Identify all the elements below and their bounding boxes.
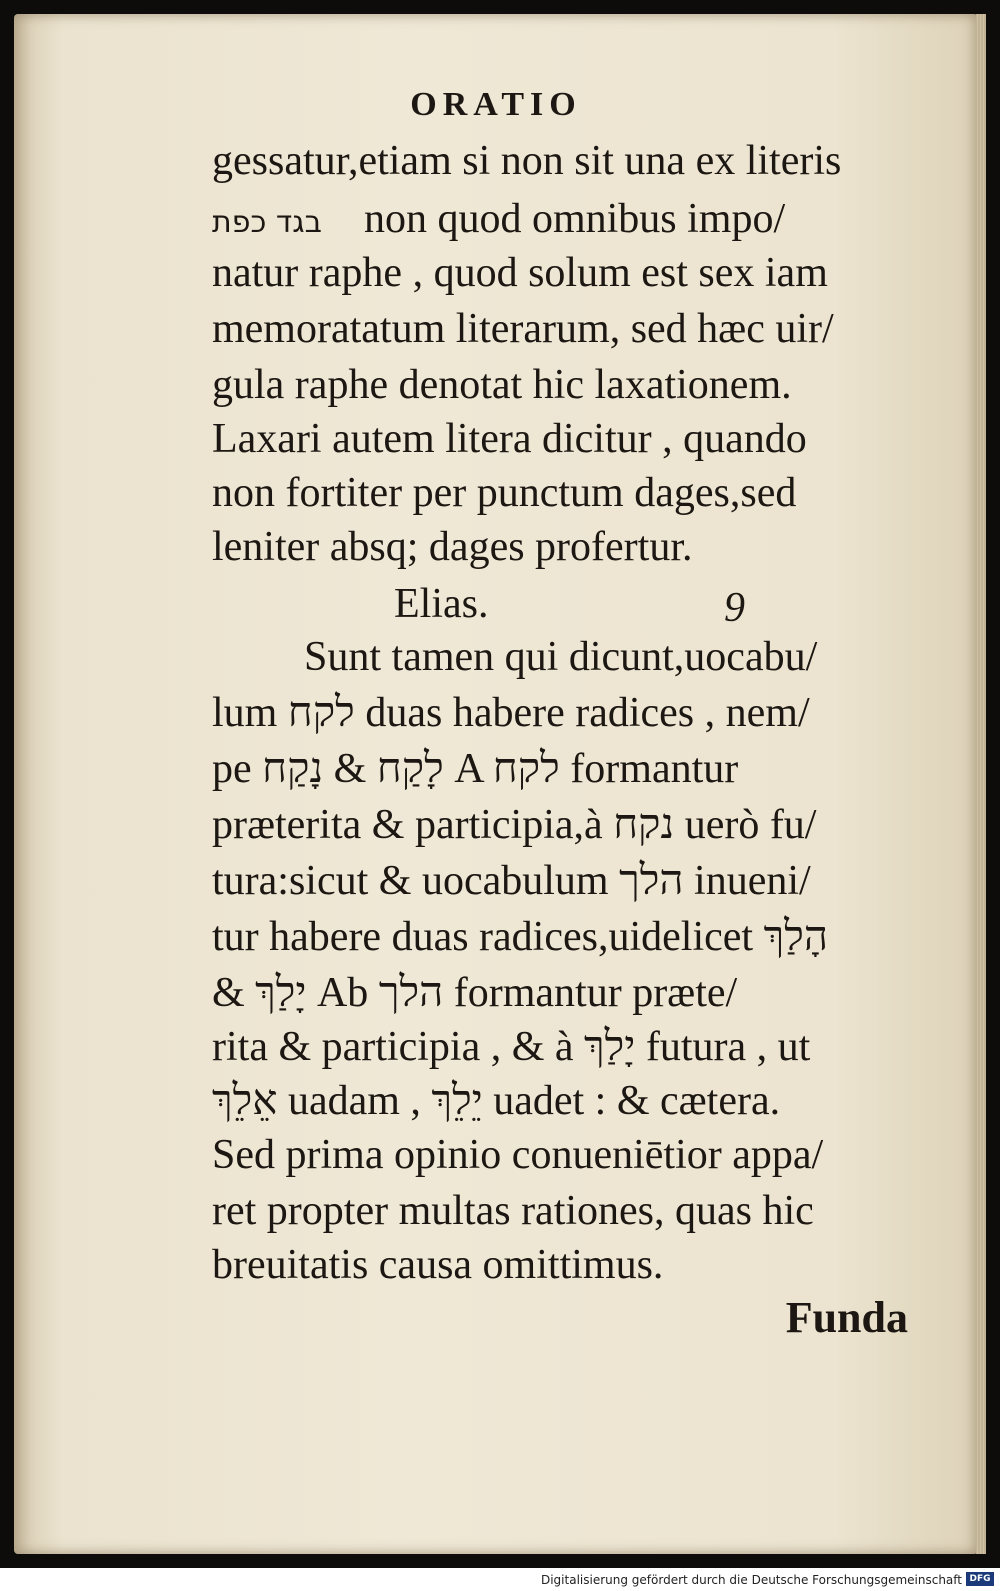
text-line: præterita & participia,à נקח uerò fu/ xyxy=(212,802,817,848)
text-line: non fortiter per punctum dages,sed xyxy=(212,470,797,516)
text-line: natur raphe , quod solum est sex iam xyxy=(212,250,828,296)
book-page xyxy=(14,14,978,1554)
speaker-name: Elias. xyxy=(394,581,489,627)
text-line: rita & participia , & à יָלַךְ futura , ut xyxy=(212,1024,811,1070)
text-line: אֵלֵךְ uadam , יֵלֵךְ uadet : & cætera. xyxy=(212,1078,781,1124)
page-edge xyxy=(976,14,986,1554)
text-line: leniter absq; dages profertur. xyxy=(212,524,693,570)
text-segment: non quod omnibus impo/ xyxy=(363,196,786,242)
text-line: & יָלַךְ Ab הלך formantur præte/ xyxy=(212,970,738,1016)
hebrew-word: בגד כפת xyxy=(212,205,322,240)
page-text xyxy=(14,14,978,1554)
section-number: 9 xyxy=(724,585,745,631)
text-line: Sunt tamen qui dicunt,uocabu/ xyxy=(304,634,818,680)
catchword: Funda xyxy=(785,1293,908,1342)
text-line: breuitatis causa omittimus. xyxy=(212,1242,664,1288)
text-line: tura:sicut & uocabulum הלך inueni/ xyxy=(212,858,811,904)
text-line: Sed prima opinio conueniētior appa/ xyxy=(212,1132,824,1178)
text-line: ret propter multas rationes, quas hic xyxy=(212,1188,814,1234)
footer-credit: Digitalisierung gefördert durch die Deutsche Forschungsgemeinschaft xyxy=(540,1573,962,1587)
footer-bar xyxy=(0,1568,1000,1591)
text-line: pe לָקַח & נָקַח A לקח formantur xyxy=(212,746,739,792)
text-line: tur habere duas radices,uidelicet הָלַךְ xyxy=(212,914,829,960)
text-line: Laxari autem litera dicitur , quando xyxy=(212,416,807,462)
text-line xyxy=(212,198,930,240)
text-line: gula raphe denotat hic laxationem. xyxy=(212,362,792,408)
text-line: gessatur,etiam si non sit una ex literis xyxy=(212,138,842,184)
running-header: ORATIO xyxy=(410,86,582,123)
text-line: lum לקח duas habere radices , nem/ xyxy=(212,690,810,736)
text-line: memoratatum literarum, sed hæc uir/ xyxy=(212,306,834,352)
dfg-logo: DFG xyxy=(966,1572,994,1586)
